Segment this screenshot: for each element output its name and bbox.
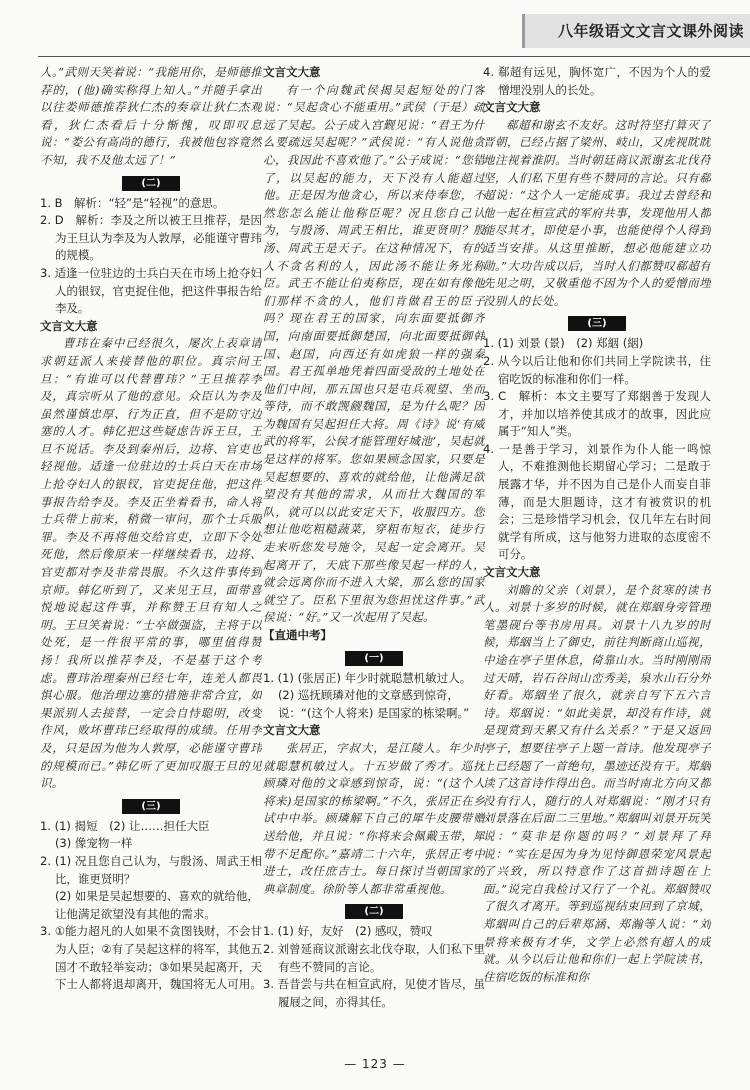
answer-subitem: (3) 像宠物一样 [54,836,133,851]
answer-item: 2. 刘曾延商议派谢玄北伐夺取，人们私下里有些不赞同的言论。 [263,941,485,974]
translation-paragraph: 有一个向魏武侯揭吴起短处的门客说：“吴起贪心不能重用。”武侯（于是）疏远了吴起。公子成入宫觐见说：“君王为什么要疏远吴起呢？”武侯说：“有人说他贪心，我因此不喜欢他了。”公子成说：“您错了，以吴起的能力，天下没有人能超过他。正是因为他贪心，所以来侍奉您，不然您怎么能让他称臣呢？况且您自己认为，与殷汤、周武王相比，谁更贤明？殷汤、周武王是天子。在这种情况下，有的人不贪名利的人，因此汤不能让务光称臣。武王不能让伯夷称臣，现在如有像他们那样不贪的人，他们肯做君王的臣子吗？现在君王的国家，向东面要抵御齐国，向南面要抵御楚国，向北面要抵御韩国、赵国，向西还有如虎狼一样的强秦国。君王孤单地凭着四面受敌的土地处在他们中间，那五国也只是屯兵观望、坐而等待，而不敢觊觎魏国，是为什么呢？因为魏国有吴起担任大将。周《诗》说‘有威武的将军，公侯才能管理好城池’，吴起就是这样的将军。您如果顾念国家，只要是吴起想要的、喜欢的就给他，让他满足欲望没有其他的需求，从而壮大魏国的军队，就可以以此安定天下，收服四方。您想让他吃粗糙蔬菜，穿粗布短衣，徒步行走来听您发号施令，吴起一定会离开。吴起离开了，天底下那些像吴起一样的人，就会远离你而不进入大梁，那么您的国家就空了。臣私下里很为您担忧这件事。”武侯说：“好。”又一次起用了吴起。 [263,82,485,625]
answer-item: 2. (1) 况且您自己认为，与殷汤、周武王相比，谁更贤明？ [40,853,262,886]
section-heading: 文言文大意 [483,565,541,580]
column-middle [263,64,485,1024]
translation-paragraph: 张居正，字叔大，是江陵人。年少时就聪慧机敏过人。十五岁做了秀才。巡抚顾璘对他的文章感到惊奇，说：“(这个人将来)是国家的栋梁啊。”不久，张居正在乡试中中举。顾璘解下自己的犀牛皮腰带赠送给他，并且说：“你将来会佩戴玉带，犀带不足配你。”嘉靖二十六年，张居正考中进士，改任庶吉士。每日探讨当朝国家的典章制度。徐阶等人都非常重视他。 [263,740,485,896]
answer-subitem: (2) 如果是吴起想要的、喜欢的就给他，让他满足欲望没有其他的需求。 [54,889,259,921]
answer-item: 2. D 解析：李及之所以被王旦推荐，是因为王旦认为李及为人敦厚，必能谨守曹玮的规模。 [40,213,262,263]
section-bar: (二) [345,904,403,919]
exam-section-title: 【直通中考】 [263,628,332,642]
answer-item: 4. 一是善于学习，刘景作为仆人能一鸣惊人，不难推测他长期留心学习；二是敢于展露才华，并不因为自己是仆人而妄自菲薄，而是大胆题诗，这才有被赏识的机会；三是珍惜学习机会，仅几年左右时间就学有所成，这与他努力进取的态度密不可分。 [483,441,711,562]
translation-continued: 人。”武则天笑着说：“我能用你，是师德推荐的，(他)确实称得上知人。”并随手拿出以往娄师德推荐狄仁杰的奏章让狄仁杰观看，狄仁杰看后十分惭愧，叹即叹息说：“娄公有高尚的德行，我被他包容竟然不知，我不及他太远了！” [40,65,262,167]
answer-item: 1. (1) 好，友好 (2) 感叹，赞叹 [263,924,433,939]
page-number: — 123 — [344,1057,406,1071]
translation-paragraph: 刘瞻的父亲（刘景），是个贫寒的读书人。刘景十多岁的时候，就在郑絪身旁管理笔墨砚台等书房用具。刘景十八九岁的时候，郑絪当上了御史，前往判断商山巡视，中途在亭子里休息，倚靠山水。当时刚刚雨过天晴，岩石谷间山峦秀美，泉水山石分外好看。郑絪坐了很久，就亲自写下五六言诗。郑絪说：“如此美景，却没有作诗，就是现赏到天累又有什么关系？”于是又返回亭子，想要往亭子上题一首诗。他发现亭子上已经题了一首绝句，墨迹还没有干。郑絪读了这首诗作得出色。而当时南北方向又都没有行人，随行的人对郑絪说：“刚才只有刘景落在后面二三里地。”郑絪叫刘景开玩笑说：“莫非是你题的吗？”刘景拜了拜说：“实在是因为身为见恃御恩荣宠风景起了兴致，所以特意作了这首拙诗题在上面。”说完自我检讨又行了一个礼。郑絪赞叹了很久才离开。等到巡视结束回到了京城，郑絪叫自己的后辈郑涵、郑瀚等人说：“刘景将来极有才华，文学上必然有超人的成就。从今以后让他和你们一起上学院读书，住宿吃饭的标准和你 [483,582,711,984]
answer-item: 3. ①能力超凡的人如果不贪图钱财，不会甘为人臣；②有了吴起这样的将军，其他五国才不敢轻举妄动；③如果吴起离开，天下士人都将退却离开，魏国将无人可用。 [40,924,262,992]
section-bar: (三) [568,316,626,331]
answer-item: 3. 适逢一位驻边的士兵白天在市场上抢夺妇人的银钗，官吏捉住他，把这件事报告给李及。 [40,265,262,316]
answer-item: 1. B 解析：“轻”是“轻视”的意思。 [40,195,225,210]
column-left [40,64,262,1024]
section-heading: 文言文大意 [263,65,321,79]
section-bar: (二) [122,176,180,191]
book-title: 八年级语文文言文课外阅读 [557,22,744,40]
answer-item: 1. (1) 揭短 (2) 让……担任大臣 [40,818,210,833]
section-heading: 文言文大意 [263,723,321,738]
answer-item: 4. 郗超有远见，胸怀宽广，不因为个人的爱憎埋没别人的长处。 [483,65,711,97]
translation-paragraph: 郗超和谢玄不友好。这时符坚打算灭了晋朝，已经占据了梁州、岐山，又虎视眈眈地注视着淮阴。当时朝廷商议派谢玄北伐苻坚，人们私下里有些不赞同的言论。只有郗超说：“这个人一定能成事。我过去曾经和他一起在桓宣武的军府共事，发现他用人都能尽其才，即使是小事，也能使得个人得到适当安排。从这里推断，想必他能建立功勋。”大功告成以后，当时人们都赞叹郗超有先见之明，又敬重他不因为个人的爱憎而埋没别人的长处。 [483,117,711,308]
section-heading: 文言文大意 [483,100,541,115]
header-rule [38,56,750,57]
section-bar: (三) [122,799,180,814]
header-tab [522,14,750,48]
answer-item: 1. (1) 刘景 (景) (2) 郑絪 (絪) [483,336,644,351]
section-heading: 文言文大意 [40,318,98,333]
answer-item: 3. 吾昔尝与共在桓宣武府，见使才皆尽，虽履屐之间，亦得其任。 [263,977,485,1009]
answer-item: 3. C 解析：本文主要写了郑絪善于发现人才，并加以培养使其成才的故事，因此应属于“知人”类。 [483,389,711,439]
translation-paragraph: 曹玮在秦中已经很久，屡次上表章请求朝廷派人来接替他的职位。真宗问王旦：“有谁可以代替曹玮？”王旦推荐李及，真宗听从了他的意见。众臣认为李及虽然谨慎忠厚、行为正直，但不是防守边塞的人才。韩亿把这些疑虑告诉王旦，王旦不说话。李及到秦州后，边将、官吏也轻视他。适逢一位驻边的士兵白天在市场上抢夺妇人的银钗，官吏捉住他，把这件事报告给李及。李及正坐着看书，命人将士兵带上前来，稍微一审问，那个士兵服罪。李及不再将他交给官吏，立即下令处死他，然后像原来一样继续看书，边将、官吏都对李及非常畏服。不久这件事传到京师。韩亿听到了，又来见王旦，面带喜悦地说起这件事，并称赞王旦有知人之明。王旦笑着说：“士卒做强盗，主将于以处死，是一件很平常的事，哪里值得赞扬！我所以推荐李及，不是基于这个考虑。曹玮治理秦州已经七年，连羌人都畏惧心服。他治理边塞的措施非常合宜，如果派别人去接替，一定会自恃聪明，改变作风，败坏曹玮已经取得的成绩。任用李及，只是因为他为人敦厚，必能谨守曹玮的规模而已。”韩亿听了更加叹服王旦的见识。 [40,336,262,791]
answer-item: 1. (1) (张居正) 年少时就聪慧机敏过人。 [263,670,472,685]
section-bar: (一) [345,651,403,666]
answer-subitem: (2) 巡抚顾璘对他的文章感到惊奇，说：“(这个人将来) 是国家的栋梁啊。” [277,688,470,720]
column-right [483,64,711,1024]
answer-item: 2. 从今以后让他和你们共同上学院读书，住宿吃饭的标准和你们一样。 [483,353,711,386]
